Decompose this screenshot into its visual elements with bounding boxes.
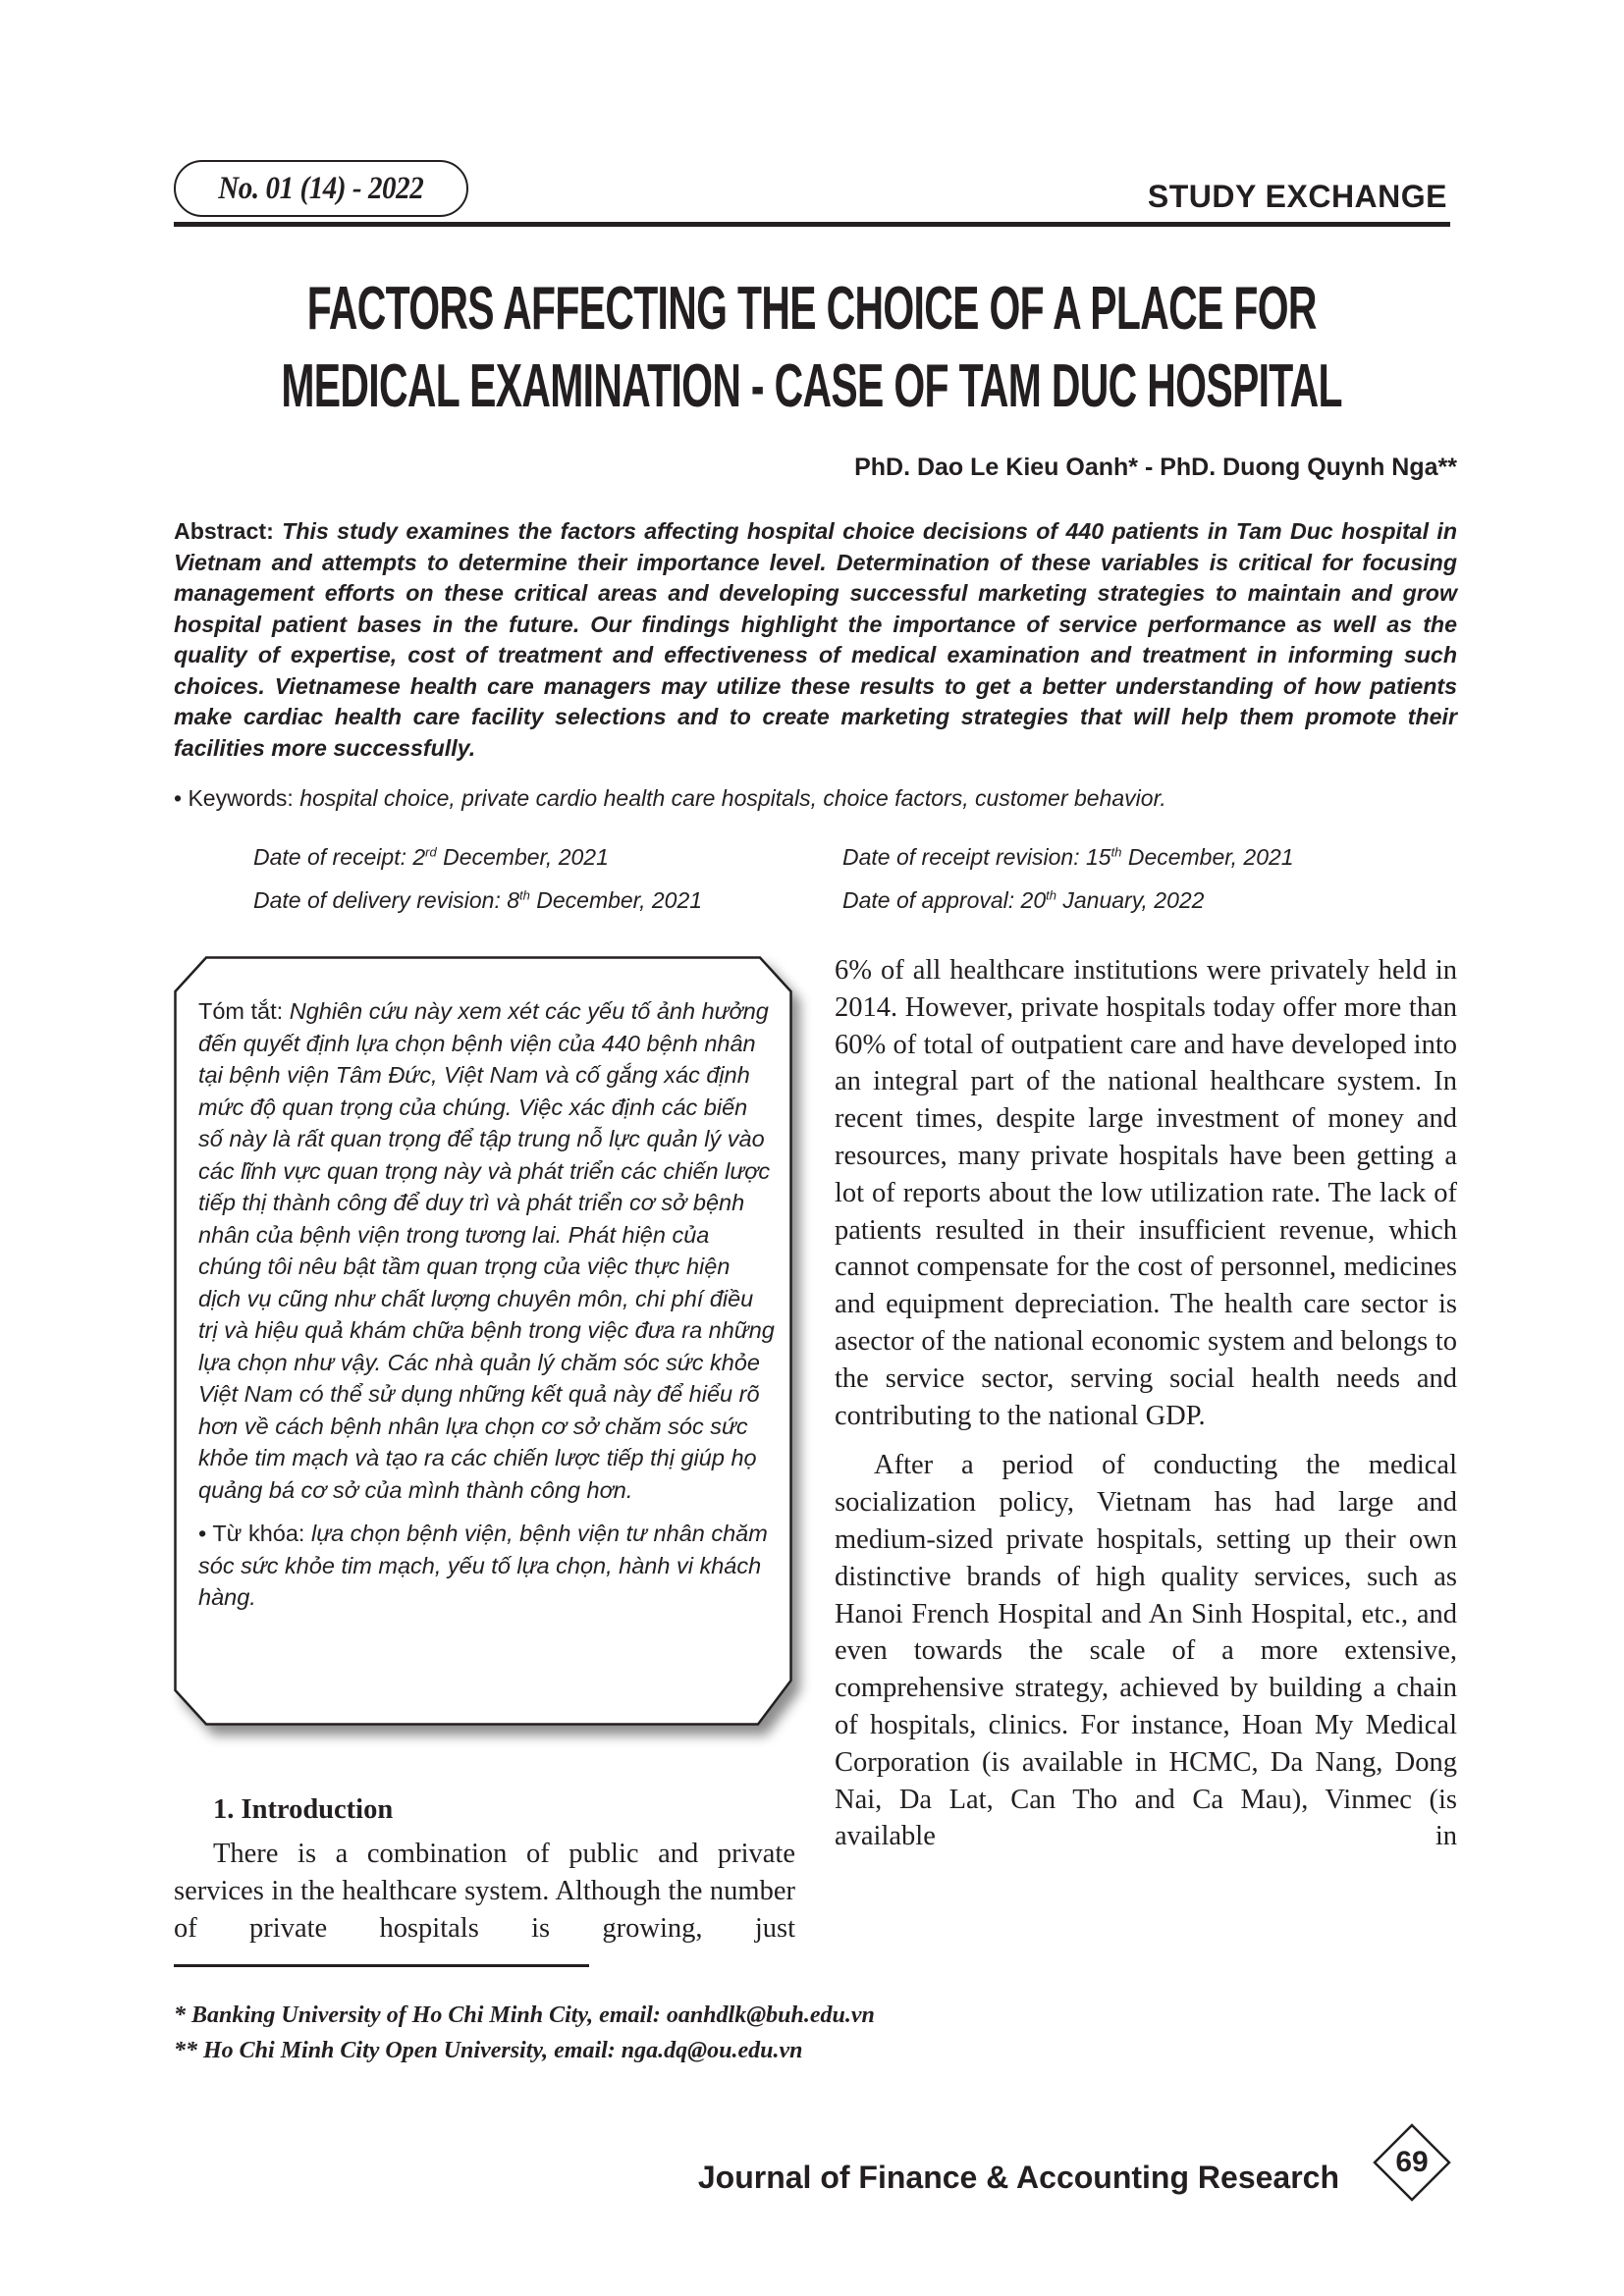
abstract-label: Abstract:: [174, 518, 283, 544]
vietnamese-keywords: [198, 1518, 778, 1614]
date-approval-suffix: January, 2022: [1056, 887, 1205, 913]
header-rule: [174, 222, 1450, 227]
date-approval-sup: th: [1046, 887, 1056, 903]
date-approval: [842, 887, 1204, 914]
left-column-body: [174, 1836, 795, 1947]
right-column-body: [835, 952, 1457, 1855]
date-receipt-sup: rd: [425, 844, 437, 860]
date-delivery-revision-sup: th: [519, 887, 530, 903]
keywords-text: hospital choice, private cardio health care hospitals, choice factors, customer behavior.: [299, 785, 1166, 811]
footnotes: [174, 1998, 875, 2068]
intro-paragraph-2: After a period of conducting the medical socialization policy, Vietnam has had large and medium-sized private hospitals, setting up their own distinctive brands of high quality services, such as Hanoi French Hospital and An Sinh Hospital, etc., and even towards the scale of a more extensive, comprehensive strategy, achieved by building a chain of hospitals, clinics. For instance, Hoan My Medical Corporation (is available in HCMC, Da Nang, Dong Nai, Da Lat, Can Tho and Ca Mau), Vinmec (is available in: [835, 1450, 1457, 1852]
date-delivery-revision-suffix: December, 2021: [529, 887, 703, 913]
footnote-author-2: ** Ho Chi Minh City Open University, email: nga.dq@ou.edu.vn: [174, 2038, 803, 2063]
vn-keywords-text: lựa chọn bệnh viện, bệnh viện tư nhân chăm sóc sức khỏe tim mạch, yếu tố lựa chọn, hành vi khách hàng.: [198, 1521, 768, 1610]
vietnamese-summary-box: [174, 956, 792, 1726]
abstract-text: This study examines the factors affecting hospital choice decisions of 440 patients in Tam Duc hospital in Vietnam and attempts to determine their importance level. Determination of these variables is critical for focusing management efforts on these critical areas and developing successful marketing strategies to maintain and grow hospital patient bases in the future. Our findings highlight the importance of service performance as well as the quality of expertise, cost of treatment and effectiveness of medical examination and treatment in informing such choices. Vietnamese health care managers may utilize these results to get a better understanding of how patients make cardiac health care facility selections and to create marketing strategies that will help them promote their facilities more successfully.: [174, 518, 1457, 761]
intro-paragraph-1: There is a combination of public and private services in the healthcare system. Although the number of private hospitals is growing, just: [174, 1839, 795, 1944]
vietnamese-summary: [198, 995, 778, 1614]
title-line-1: FACTORS AFFECTING THE CHOICE OF A PLACE FOR: [307, 275, 1317, 343]
date-receipt-revision-sup: th: [1110, 844, 1122, 860]
issue-number: No. 01 (14) - 2022: [218, 170, 424, 206]
date-receipt: [253, 844, 609, 871]
abstract: [174, 516, 1457, 764]
page-number: 69: [1395, 2146, 1429, 2178]
vn-keywords-label: • Từ khóa:: [198, 1521, 311, 1546]
keywords: [174, 785, 1166, 812]
date-receipt-suffix: December, 2021: [436, 844, 609, 870]
article-title-cont: [0, 348, 1624, 425]
authors: PhD. Dao Le Kieu Oanh* - PhD. Duong Quynh Nga**: [854, 454, 1457, 481]
issue-badge: [174, 160, 468, 217]
summary-text: Nghiên cứu này xem xét các yếu tố ảnh hưởng đến quyết định lựa chọn bệnh viện của 440 bệnh nhân tại bệnh viện Tâm Đức, Việt Nam và cố gắng xác định mức độ quan trọng của chúng. Việc xác định các biến số này là rất quan trọng để tập trung nỗ lực quản lý vào các lĩnh vực quan trọng này và phát triển các chiến lược tiếp thị thành công để duy trì và phát triển cơ sở bệnh nhân của bệnh viện trong tương lai. Phát hiện của chúng tôi nêu bật tầm quan trọng của việc thực hiện dịch vụ cũng như chất lượng chuyên môn, chi phí điều trị và hiệu quả khám chữa bệnh trong việc đưa ra những lựa chọn như vậy. Các nhà quản lý chăm sóc sức khỏe Việt Nam có thể sử dụng những kết quả này để hiểu rõ hơn về cách bệnh nhân lựa chọn cơ sở chăm sóc sức khỏe tim mạch và tạo ra các chiến lược tiếp thị giúp họ quảng bá cơ sở của mình thành công hơn.: [198, 998, 775, 1503]
date-receipt-prefix: Date of receipt: 2: [253, 844, 426, 870]
intro-paragraph-1-cont: 6% of all healthcare institutions were privately held in 2014. However, private hospitals today offer more than 60% of total of outpatient care and have developed into an integral part of the national healthcare system. In recent times, despite large investment of money and resources, many private hospitals have been getting a lot of reports about the low utilization rate. The lack of patients resulted in their insufficient revenue, which cannot compensate for the cost of personnel, medicines and equipment depreciation. The health care sector is asector of the national economic system and belongs to the service sector, serving social health needs and contributing to the national GDP.: [835, 955, 1457, 1431]
footnote-author-1: * Banking University of Ho Chi Minh City, email: oanhdlk@buh.edu.vn: [174, 2002, 875, 2028]
date-receipt-revision: [842, 844, 1294, 871]
date-delivery-revision-prefix: Date of delivery revision: 8: [253, 887, 520, 913]
date-receipt-revision-suffix: December, 2021: [1121, 844, 1294, 870]
date-receipt-revision-prefix: Date of receipt revision: 15: [842, 844, 1111, 870]
date-approval-prefix: Date of approval: 20: [842, 887, 1047, 913]
title-line-2: MEDICAL EXAMINATION - CASE OF TAM DUC HOSPITAL: [281, 352, 1343, 420]
date-delivery-revision: [253, 887, 702, 914]
section-label: STUDY EXCHANGE: [1147, 179, 1447, 214]
summary-paragraph: [198, 995, 778, 1506]
footnote-rule: [174, 1964, 589, 1967]
journal-name: Journal of Finance & Accounting Research: [697, 2160, 1339, 2195]
summary-label: Tóm tắt:: [198, 998, 290, 1024]
article-title: [0, 271, 1624, 347]
keywords-label: • Keywords:: [174, 785, 300, 811]
section-heading-introduction: 1. Introduction: [213, 1794, 394, 1825]
